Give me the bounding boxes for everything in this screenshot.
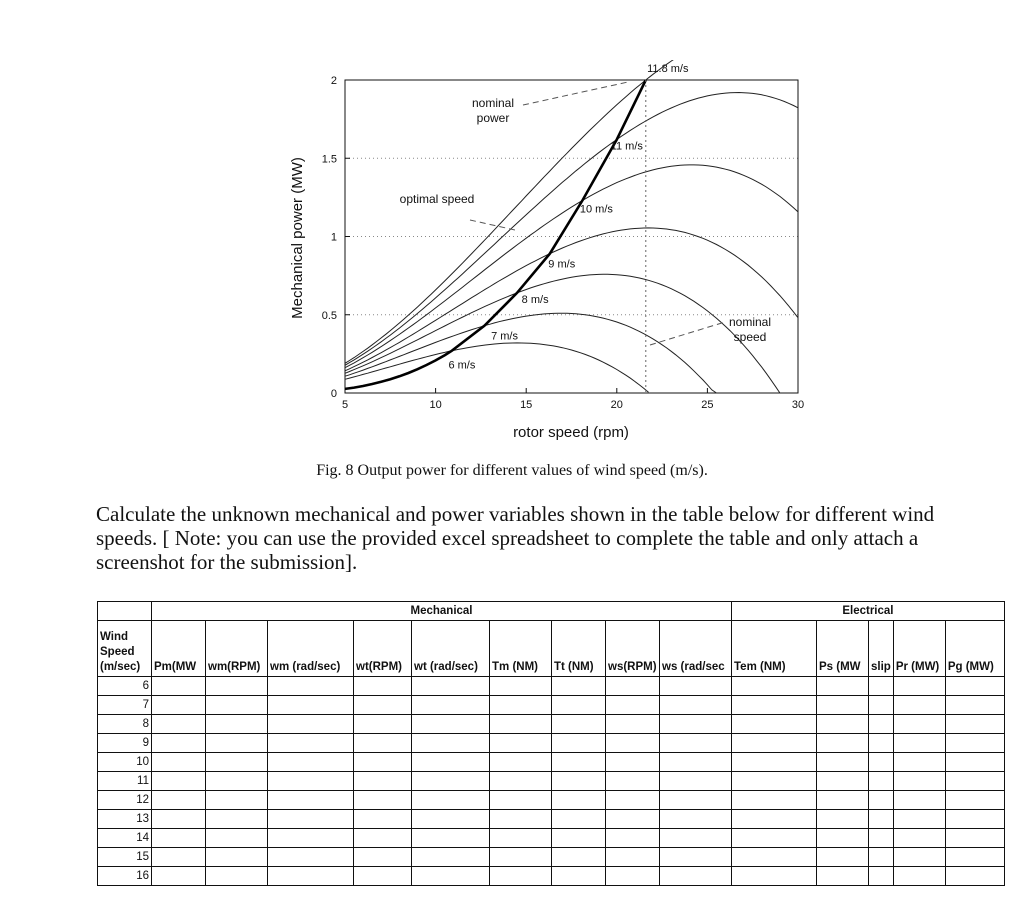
- empty-cell[interactable]: [206, 677, 268, 696]
- empty-cell[interactable]: [552, 734, 606, 753]
- empty-cell[interactable]: [206, 734, 268, 753]
- empty-cell[interactable]: [206, 791, 268, 810]
- empty-cell[interactable]: [869, 753, 894, 772]
- empty-cell[interactable]: [817, 696, 869, 715]
- empty-cell[interactable]: [552, 696, 606, 715]
- empty-cell[interactable]: [412, 734, 490, 753]
- empty-cell[interactable]: [206, 867, 268, 886]
- empty-cell[interactable]: [490, 848, 552, 867]
- col-header: wt (rad/sec): [412, 621, 490, 677]
- empty-cell[interactable]: [869, 791, 894, 810]
- empty-cell[interactable]: [152, 829, 206, 848]
- empty-cell[interactable]: [660, 715, 732, 734]
- empty-cell[interactable]: [490, 829, 552, 848]
- empty-cell[interactable]: [732, 677, 817, 696]
- empty-cell[interactable]: [606, 715, 660, 734]
- curve-label: 6 m/s: [448, 359, 476, 372]
- y-tick-label: 2: [330, 75, 337, 87]
- empty-cell[interactable]: [869, 867, 894, 886]
- empty-cell[interactable]: [206, 848, 268, 867]
- col-header: wm(RPM): [206, 621, 268, 677]
- empty-cell[interactable]: [268, 772, 354, 791]
- empty-cell[interactable]: [893, 677, 945, 696]
- table-row: [98, 753, 1005, 772]
- y-axis-label: Mechanical power (MW): [289, 157, 306, 319]
- empty-cell[interactable]: [412, 696, 490, 715]
- power-curve-chart: [280, 60, 820, 445]
- empty-cell[interactable]: [152, 677, 206, 696]
- col-header: Tt (NM): [552, 621, 606, 677]
- table-row: [98, 848, 1005, 867]
- empty-cell[interactable]: [354, 696, 412, 715]
- empty-cell[interactable]: [606, 848, 660, 867]
- empty-cell[interactable]: [732, 715, 817, 734]
- empty-cell[interactable]: [490, 791, 552, 810]
- empty-cell[interactable]: [893, 696, 945, 715]
- empty-cell[interactable]: [552, 772, 606, 791]
- empty-cell[interactable]: [869, 848, 894, 867]
- empty-cell[interactable]: [354, 677, 412, 696]
- empty-cell[interactable]: [412, 791, 490, 810]
- empty-cell[interactable]: [869, 696, 894, 715]
- x-tick-label: 15: [520, 399, 533, 411]
- empty-cell[interactable]: [552, 829, 606, 848]
- empty-cell[interactable]: [268, 810, 354, 829]
- col-header: slip: [869, 621, 894, 677]
- empty-cell[interactable]: [490, 867, 552, 886]
- empty-cell[interactable]: [893, 810, 945, 829]
- empty-cell[interactable]: [606, 772, 660, 791]
- wind-speed-cell: 8: [98, 715, 152, 734]
- empty-cell[interactable]: [552, 810, 606, 829]
- empty-cell[interactable]: [945, 753, 1004, 772]
- empty-cell[interactable]: [490, 810, 552, 829]
- empty-cell[interactable]: [893, 829, 945, 848]
- empty-cell[interactable]: [869, 734, 894, 753]
- x-tick-label: 30: [791, 399, 805, 411]
- curve-8-ms: [345, 274, 780, 393]
- empty-cell[interactable]: [869, 810, 894, 829]
- empty-cell[interactable]: [412, 867, 490, 886]
- curve-label: 11 m/s: [610, 140, 643, 153]
- curve-9-ms: [345, 228, 798, 371]
- col-header: Tm (NM): [490, 621, 552, 677]
- curve-6-ms: [345, 343, 649, 392]
- empty-cell[interactable]: [606, 810, 660, 829]
- empty-cell[interactable]: [817, 715, 869, 734]
- figure-caption: Fig. 8 Output power for different values of wind speed (m/s).: [316, 462, 708, 479]
- question-text: Calculate the unknown mechanical and power variables shown in the table below for different wind speeds. [ Note: you can use the provided excel spreadsheet to complete the table and only attach a screenshot for the submission].: [96, 502, 935, 574]
- empty-cell[interactable]: [152, 848, 206, 867]
- curve-label: 9 m/s: [548, 258, 576, 271]
- empty-cell[interactable]: [412, 677, 490, 696]
- col-header: Pg (MW): [945, 621, 1004, 677]
- group-header-row: [98, 602, 1005, 621]
- empty-cell[interactable]: [268, 696, 354, 715]
- empty-cell[interactable]: [945, 848, 1004, 867]
- empty-cell[interactable]: [817, 848, 869, 867]
- empty-cell[interactable]: [817, 772, 869, 791]
- empty-cell[interactable]: [606, 791, 660, 810]
- empty-cell[interactable]: [869, 715, 894, 734]
- empty-cell[interactable]: [152, 753, 206, 772]
- empty-cell[interactable]: [354, 829, 412, 848]
- empty-cell[interactable]: [945, 867, 1004, 886]
- group-header-mechanical: Mechanical: [152, 602, 732, 621]
- empty-cell[interactable]: [660, 810, 732, 829]
- empty-cell[interactable]: [552, 715, 606, 734]
- empty-cell[interactable]: [869, 829, 894, 848]
- wind-speed-cell: 15: [98, 848, 152, 867]
- empty-cell[interactable]: [268, 848, 354, 867]
- empty-cell[interactable]: [660, 867, 732, 886]
- empty-cell[interactable]: [660, 753, 732, 772]
- col-header: wm (rad/sec): [268, 621, 354, 677]
- table-row: [98, 829, 1005, 848]
- optimal-speed-label: optimal speed: [399, 192, 475, 206]
- empty-cell[interactable]: [817, 791, 869, 810]
- col-header: ws(RPM): [606, 621, 660, 677]
- empty-cell[interactable]: [945, 734, 1004, 753]
- empty-cell[interactable]: [732, 696, 817, 715]
- col-header: Tem (NM): [732, 621, 817, 677]
- empty-cell[interactable]: [152, 791, 206, 810]
- group-header-electrical: Electrical: [732, 602, 1005, 621]
- empty-cell[interactable]: [552, 867, 606, 886]
- wind-speed-cell: 12: [98, 791, 152, 810]
- empty-cell[interactable]: [152, 715, 206, 734]
- empty-cell[interactable]: [206, 753, 268, 772]
- empty-cell[interactable]: [732, 867, 817, 886]
- empty-cell[interactable]: [606, 734, 660, 753]
- empty-cell[interactable]: [552, 677, 606, 696]
- empty-cell[interactable]: [660, 734, 732, 753]
- wind-speed-cell: 6: [98, 677, 152, 696]
- empty-cell[interactable]: [490, 734, 552, 753]
- empty-cell[interactable]: [552, 753, 606, 772]
- empty-cell[interactable]: [552, 848, 606, 867]
- col-header: Pm(MW: [152, 621, 206, 677]
- axis-ticks: [322, 75, 804, 411]
- empty-cell[interactable]: [490, 772, 552, 791]
- nominal-power-label-2: power: [476, 111, 510, 125]
- empty-cell[interactable]: [268, 829, 354, 848]
- empty-cell[interactable]: [268, 734, 354, 753]
- empty-cell[interactable]: [606, 867, 660, 886]
- empty-cell[interactable]: [606, 696, 660, 715]
- empty-cell[interactable]: [817, 810, 869, 829]
- empty-cell[interactable]: [945, 810, 1004, 829]
- y-tick-label: 0.5: [321, 309, 337, 322]
- col-header-wind-speed: Wind Speed (m/sec): [98, 621, 152, 677]
- empty-cell[interactable]: [606, 829, 660, 848]
- y-tick-label: 0: [330, 388, 337, 400]
- empty-cell[interactable]: [412, 829, 490, 848]
- curve-label: 7 m/s: [491, 330, 518, 343]
- empty-cell[interactable]: [412, 848, 490, 867]
- empty-cell[interactable]: [732, 753, 817, 772]
- empty-cell[interactable]: [206, 810, 268, 829]
- table-row: [98, 867, 1005, 886]
- empty-cell[interactable]: [490, 715, 552, 734]
- empty-cell[interactable]: [152, 734, 206, 753]
- empty-cell[interactable]: [268, 867, 354, 886]
- curve-7-ms: [345, 313, 717, 393]
- empty-cell[interactable]: [945, 772, 1004, 791]
- empty-cell[interactable]: [893, 791, 945, 810]
- empty-cell[interactable]: [412, 772, 490, 791]
- nominal-speed-label-1: nominal: [728, 315, 772, 329]
- curve-label: 10 m/s: [579, 203, 613, 216]
- wind-speed-curves: [345, 60, 798, 393]
- empty-cell[interactable]: [893, 772, 945, 791]
- empty-cell[interactable]: [412, 715, 490, 734]
- nominal-power-leader: [523, 82, 628, 105]
- empty-cell[interactable]: [206, 715, 268, 734]
- empty-cell[interactable]: [869, 677, 894, 696]
- column-header-row: [98, 621, 1005, 677]
- empty-cell[interactable]: [206, 829, 268, 848]
- table-row: [98, 715, 1005, 734]
- plot-frame: [345, 80, 798, 393]
- nominal-speed-label-2: speed: [733, 330, 767, 344]
- wind-speed-cell: 13: [98, 810, 152, 829]
- empty-cell[interactable]: [817, 734, 869, 753]
- empty-cell[interactable]: [660, 677, 732, 696]
- nominal-speed-leader: [650, 322, 725, 345]
- empty-cell[interactable]: [354, 753, 412, 772]
- empty-cell[interactable]: [354, 810, 412, 829]
- empty-cell[interactable]: [732, 734, 817, 753]
- empty-cell[interactable]: [893, 715, 945, 734]
- empty-cell[interactable]: [817, 753, 869, 772]
- curve-label: 11.8 m/s: [647, 63, 689, 75]
- empty-cell[interactable]: [606, 677, 660, 696]
- empty-cell[interactable]: [893, 734, 945, 753]
- x-axis-label: rotor speed (rpm): [513, 424, 629, 441]
- group-header-blank: [98, 602, 152, 621]
- empty-cell[interactable]: [732, 810, 817, 829]
- empty-cell[interactable]: [152, 867, 206, 886]
- empty-cell[interactable]: [660, 848, 732, 867]
- empty-cell[interactable]: [817, 677, 869, 696]
- empty-cell[interactable]: [869, 772, 894, 791]
- empty-cell[interactable]: [354, 848, 412, 867]
- empty-cell[interactable]: [354, 791, 412, 810]
- table-row: [98, 772, 1005, 791]
- x-tick-label: 5: [341, 399, 349, 411]
- empty-cell[interactable]: [490, 696, 552, 715]
- empty-cell[interactable]: [945, 829, 1004, 848]
- col-header: Ps (MW: [817, 621, 869, 677]
- empty-cell[interactable]: [152, 696, 206, 715]
- wind-speed-cell: 14: [98, 829, 152, 848]
- empty-cell[interactable]: [552, 791, 606, 810]
- empty-cell[interactable]: [268, 791, 354, 810]
- table-row: [98, 696, 1005, 715]
- empty-cell[interactable]: [354, 772, 412, 791]
- y-tick-label: 1: [330, 231, 337, 244]
- empty-cell[interactable]: [206, 772, 268, 791]
- wind-speed-cell: 10: [98, 753, 152, 772]
- empty-cell[interactable]: [206, 696, 268, 715]
- table-row: [98, 791, 1005, 810]
- empty-cell[interactable]: [268, 753, 354, 772]
- table-row: [98, 677, 1005, 696]
- empty-cell[interactable]: [412, 810, 490, 829]
- y-tick-label: 1.5: [321, 153, 337, 166]
- empty-cell[interactable]: [945, 791, 1004, 810]
- empty-cell[interactable]: [817, 829, 869, 848]
- empty-cell[interactable]: [732, 791, 817, 810]
- wind-speed-cell: 7: [98, 696, 152, 715]
- wind-speed-cell: 9: [98, 734, 152, 753]
- table-row: [98, 734, 1005, 753]
- empty-cell[interactable]: [893, 848, 945, 867]
- empty-cell[interactable]: [732, 829, 817, 848]
- empty-cell[interactable]: [268, 677, 354, 696]
- table-body: [98, 677, 1005, 886]
- wind-speed-cell: 11: [98, 772, 152, 791]
- wind-speed-cell: 16: [98, 867, 152, 886]
- empty-cell[interactable]: [732, 848, 817, 867]
- empty-cell[interactable]: [606, 753, 660, 772]
- optimal-speed-leader: [470, 220, 515, 230]
- curve-label: 8 m/s: [521, 293, 549, 306]
- empty-cell[interactable]: [817, 867, 869, 886]
- empty-cell[interactable]: [893, 867, 945, 886]
- empty-cell[interactable]: [660, 791, 732, 810]
- empty-cell[interactable]: [660, 696, 732, 715]
- col-header: wt(RPM): [354, 621, 412, 677]
- empty-cell[interactable]: [660, 829, 732, 848]
- x-tick-label: 20: [610, 399, 623, 411]
- empty-cell[interactable]: [152, 772, 206, 791]
- empty-cell[interactable]: [354, 867, 412, 886]
- empty-cell[interactable]: [412, 753, 490, 772]
- empty-cell[interactable]: [490, 677, 552, 696]
- table-row: [98, 810, 1005, 829]
- empty-cell[interactable]: [660, 772, 732, 791]
- empty-cell[interactable]: [490, 753, 552, 772]
- empty-cell[interactable]: [268, 715, 354, 734]
- nominal-power-label-1: nominal: [471, 96, 515, 110]
- empty-cell[interactable]: [945, 696, 1004, 715]
- empty-cell[interactable]: [945, 715, 1004, 734]
- x-tick-label: 10: [429, 399, 442, 411]
- empty-cell[interactable]: [152, 810, 206, 829]
- col-header: Pr (MW): [893, 621, 945, 677]
- results-table: [97, 601, 1005, 886]
- col-header: ws (rad/sec: [660, 621, 732, 677]
- empty-cell[interactable]: [945, 677, 1004, 696]
- x-tick-label: 25: [701, 399, 714, 411]
- empty-cell[interactable]: [354, 734, 412, 753]
- empty-cell[interactable]: [354, 715, 412, 734]
- empty-cell[interactable]: [893, 753, 945, 772]
- empty-cell[interactable]: [732, 772, 817, 791]
